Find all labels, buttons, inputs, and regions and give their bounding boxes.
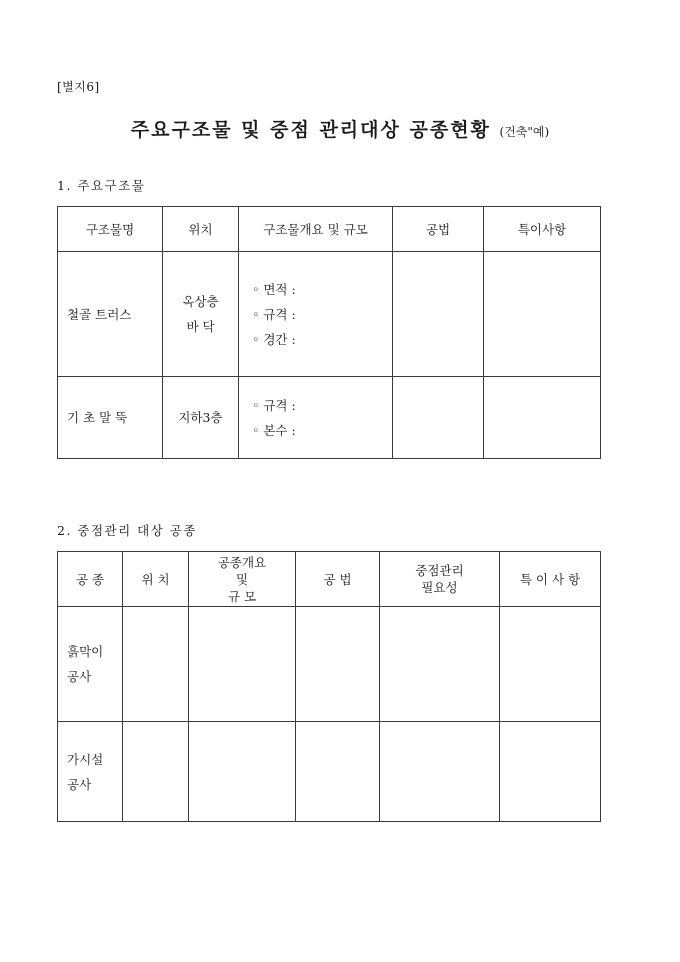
header-line: 필요성 [421, 580, 458, 595]
header-line: 공 법 [323, 571, 352, 587]
work-type-line: 공사 [67, 776, 92, 792]
key-management-table [57, 551, 601, 822]
structures-table [57, 206, 601, 459]
header-line: 공종개요 [217, 554, 267, 570]
col-header-overview [189, 552, 296, 607]
cell-notes [500, 607, 601, 722]
spec-line: ◦ 본수 : [252, 422, 296, 438]
table-row [58, 252, 601, 377]
cell-method [296, 722, 380, 822]
cell-method [296, 607, 380, 722]
cell-work-type [58, 722, 123, 822]
cell-overview [189, 722, 296, 822]
col-header-structure-name: 구조물명 [58, 207, 163, 252]
form-label: [별지6] [57, 80, 100, 94]
title-text: 주요구조물 및 중점 관리대상 공종현황 [130, 119, 491, 141]
structures-header-row [58, 207, 601, 252]
key-management-header-row [58, 552, 601, 607]
col-header-notes [500, 552, 601, 607]
col-header-method [296, 552, 380, 607]
title-suffix: (건축"예) [499, 125, 550, 139]
header-line: 위 치 [141, 571, 170, 587]
cell-structure-name: 철골 트러스 [58, 252, 163, 377]
col-header-location [123, 552, 189, 607]
col-header-location: 위치 [163, 207, 239, 252]
table-row [58, 607, 601, 722]
cell-method [393, 252, 484, 377]
table-row [58, 722, 601, 822]
header-line: 공 종 [75, 571, 105, 587]
location-line: 지하3층 [178, 410, 223, 425]
cell-method [393, 377, 484, 459]
cell-notes [484, 377, 601, 459]
cell-location [123, 722, 189, 822]
cell-location [163, 377, 239, 459]
cell-overview [189, 607, 296, 722]
work-type-line: 공사 [67, 669, 92, 684]
col-header-notes: 특이사항 [484, 207, 601, 252]
spec-line: ◦ 규격 : [252, 306, 296, 322]
location-line: 바 닥 [186, 319, 215, 334]
section1-heading: 1. 주요구조물 [57, 178, 146, 193]
page-title [57, 115, 623, 142]
cell-work-type [58, 607, 123, 722]
work-type-line: 흙막이 [67, 644, 104, 659]
header-line: 및 [235, 571, 249, 587]
cell-overview [239, 377, 393, 459]
header-line: 특 이 사 항 [519, 571, 581, 587]
cell-location [123, 607, 189, 722]
col-header-need [380, 552, 500, 607]
header-line: 규 모 [227, 588, 257, 604]
cell-need [380, 607, 500, 722]
spec-line: ◦ 면적 : [252, 281, 296, 297]
location-line: 옥상층 [182, 294, 219, 309]
cell-overview [239, 252, 393, 377]
header-line: 중점관리 [415, 563, 464, 578]
spec-line: ◦ 규격 : [252, 397, 296, 413]
table-row [58, 377, 601, 459]
col-header-overview: 구조물개요 및 규모 [239, 207, 393, 252]
cell-structure-name: 기 초 말 뚝 [58, 377, 163, 459]
cell-notes [500, 722, 601, 822]
cell-notes [484, 252, 601, 377]
work-type-line: 가시설 [67, 751, 104, 767]
cell-location [163, 252, 239, 377]
cell-need [380, 722, 500, 822]
section2-heading: 2. 중점관리 대상 공종 [57, 523, 197, 538]
col-header-method: 공법 [393, 207, 484, 252]
spec-line: ◦ 경간 : [252, 331, 296, 347]
col-header-work-type [58, 552, 123, 607]
